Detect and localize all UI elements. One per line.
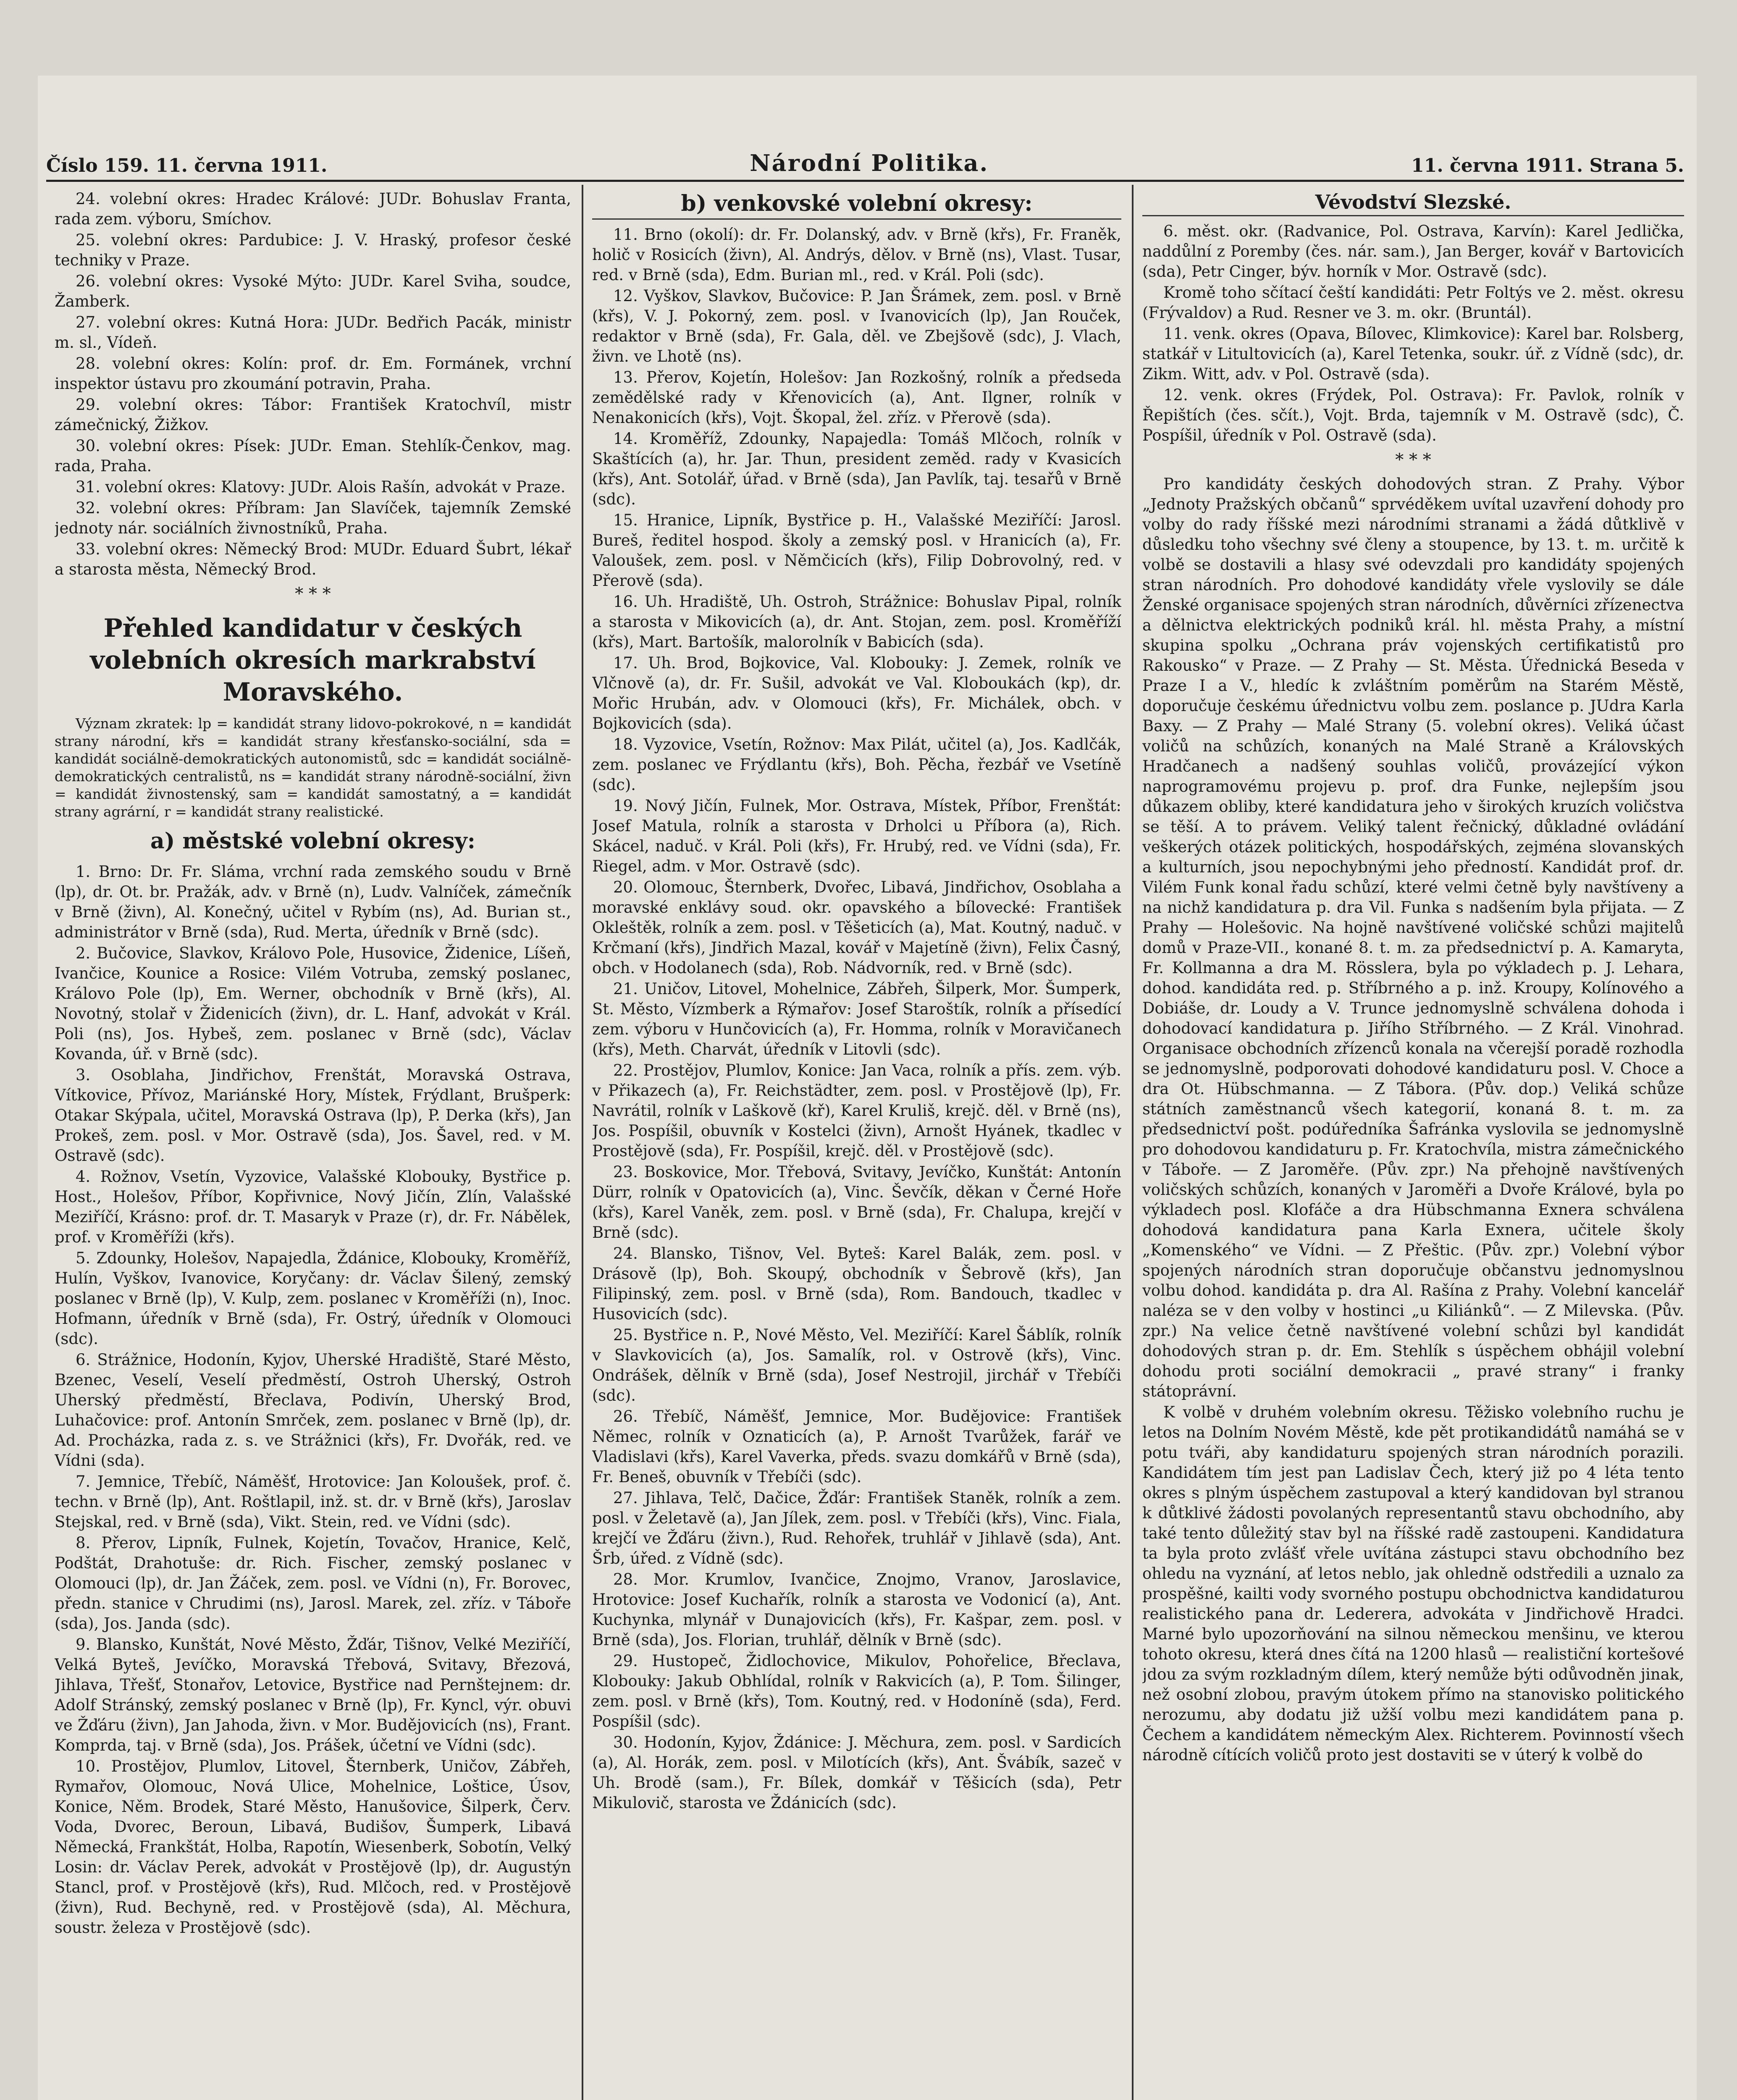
list-item: 5. Zdounky, Holešov, Napajedla, Ždánice, Klobouky, Kroměříž, Hulín, Vyškov, Ivanovice, Koryčany: dr. Václav Šilený, zemský poslanec v Brně (lp), V. Kulp, zem. poslanec v Kroměříži (n), Inoc. Hofmann, úředník v Brně (sda), Fr. Ostrý, úředník v Olomouci (sdc). — [55, 1249, 571, 1348]
separator: * * * — [1395, 450, 1431, 470]
masthead — [46, 139, 1684, 176]
list-item: 8. Přerov, Lipník, Fulnek, Kojetín, Tovačov, Hranice, Kelč, Podštát, Drahotuše: dr. Rich. Fischer, zemský poslanec v Olomouci (lp), dr. Jan Žáček, zem. posl. ve Vídni (n), Fr. Borovec, předn. stanice v Chrudimi (ns), Jarosl. Marek, zel. zříz. v Táboře (sda), Jos. Janda (sdc). — [55, 1534, 571, 1633]
subsection-title: b) venkovské volební okresy: — [592, 189, 1121, 220]
list-item: Kromě toho sčítací čeští kandidáti: Petr Foltýs ve 2. měst. okresu (Frývaldov) a Rud. Resner ve 3. m. okr. (Bruntál). — [1142, 284, 1684, 322]
issue-info: Číslo 159. 11. června 1911. — [46, 155, 328, 176]
list-item: 10. Prostějov, Plumlov, Litovel, Šternberk, Uničov, Zábřeh, Rymařov, Olomouc, Nová Ulice, Mohelnice, Loštice, Úsov, Konice, Něm. Brodek, Staré Město, Hanušovice, Šilperk, Červ. Voda, Dvorec, Beroun, Libavá, Budišov, Šumperk, Libavá Německá, Frankštát, Holba, Rapotín, Wiesenberk, Sobotín, Velký Losin: dr. Václav Perek, advokát v Prostějově (lp), dr. Augustýn Stancl, prof. v Prostějově (křs), Rud. Mlčoch, red. v Prostějově (živn), Rud. Bechyně, red. v Prostějově (sda), Al. Měchura, soustr. železa v Prostějově (sdc). — [55, 1757, 571, 1937]
abbreviation-legend: Význam zkratek: lp = kandidát strany lidovo-pokrokové, n = kandidát strany národní, křs = kandidát strany křesťansko-sociální, sda = kandidát sociálně-demokratických autonomistů, sdc = kandidát sociálně-demokratických centralistů, ns = kandidát strany národně-sociální, živn = kandidát živnostenský, sam = kandidát samostatný, a = kandidát strany agrární, r = kandidát strany realistické. — [55, 715, 571, 820]
list-item: 11. venk. okres (Opava, Bílovec, Klimkovice): Karel bar. Rolsberg, statkář v Litultovicích (a), Karel Tetenka, soukr. úř. z Vídně (sdc), dr. Zikm. Witt, adv. v Pol. Ostravě (sda). — [1142, 325, 1684, 383]
list-item: 30. volební okres: Písek: JUDr. Eman. Stehlík-Čenkov, mag. rada, Praha. — [55, 437, 571, 475]
list-item: 22. Prostějov, Plumlov, Konice: Jan Vaca, rolník a přís. zem. výb. v Přikazech (a), Fr. Reichstädter, zem. posl. v Prostějově (lp), Fr. Navrátil, rolník v Laškově (kř), Karel Kruliš, krejč. děl. v Brně (ns), Jos. Pospíšil, obuvník v Kostelci (živn), Arnošt Hyánek, tkadlec v Prostějově (sda), Fr. Pospíšil, krejč. děl. v Prostějově (sdc). — [592, 1061, 1121, 1160]
list-item: 7. Jemnice, Třebíč, Náměšť, Hrotovice: Jan Koloušek, prof. č. techn. v Brně (lp), Ant. Roštlapil, inž. st. dr. v Brně (křs), Jaroslav Stejskal, red. v Brně (sda), Vikt. Stein, red. ve Vídni (sdc). — [55, 1473, 571, 1531]
date-page-info: 11. června 1911. Strana 5. — [1411, 155, 1684, 176]
list-item: 33. volební okres: Německý Brod: MUDr. Eduard Šubrt, lékař a starosta města, Německý Brod. — [55, 540, 571, 578]
list-item: 6. měst. okr. (Radvanice, Pol. Ostrava, Karvín): Karel Jedlička, naddůlní z Poremby (čes. nár. sam.), Jan Berger, kovář v Bartovicích (sda), Petr Cinger, býv. horník v Mor. Ostravě (sdc). — [1142, 222, 1684, 281]
subsection-title: a) městské volební okresy: — [150, 828, 475, 854]
list-item: 27. Jihlava, Telč, Dačice, Žďár: František Staněk, rolník a zem. posl. v Želetavě (a), Jan Jílek, zem. posl. v Třebíči (křs), Vinc. Fiala, krejčí ve Žďáru (živn.), Rud. Rehořek, truhlář v Jihlavě (sda), Ant. Šrb, úřed. z Vídně (sdc). — [592, 1489, 1121, 1567]
list-item: 25. volební okres: Pardubice: J. V. Hraský, profesor české techniky v Praze. — [55, 231, 571, 269]
column-divider — [1132, 185, 1134, 2100]
list-item: 9. Blansko, Kunštát, Nové Město, Žďár, Tišnov, Velké Meziříčí, Velká Byteš, Jevíčko, Moravská Třebová, Svitavy, Březová, Jihlava, Třešť, Stonařov, Letovice, Bystřice nad Pernštejnem: dr. Adolf Stránský, zemský poslanec v Brně (lp), Fr. Kyncl, výr. obuvi ve Žďáru (živn), Jan Jahoda, živn. v Mor. Budějovicích (ns), Frant. Komprda, taj. v Brně (sda), Jos. Prášek, účetní ve Vídni (sdc). — [55, 1635, 571, 1754]
list-item: 27. volební okres: Kutná Hora: JUDr. Bedřich Pacák, ministr m. sl., Vídeň. — [55, 313, 571, 352]
list-item: 24. volební okres: Hradec Králové: JUDr. Bohuslav Franta, rada zem. výboru, Smíchov. — [55, 190, 571, 228]
list-item: 20. Olomouc, Šternberk, Dvořec, Libavá, Jindřichov, Osoblaha a moravské enklávy soud. okr. opavského a bílovecké: František Okleštěk, rolník a zem. posl. v Těšeticích (a), Mat. Koutný, naduč. v Krčmaní (křs), Jindřich Mazal, kovář v Majetíně (živn), Felix Časný, obch. v Hodolanech (sda), Rob. Nádvorník, red. v Brně (sdc). — [592, 878, 1121, 977]
list-item: 2. Bučovice, Slavkov, Královo Pole, Husovice, Židenice, Líšeň, Ivančice, Kounice a Rosice: Vilém Votruba, zemský poslanec, Královo Pole (lp), Em. Werner, obchodník v Brně (křs), Al. Novotný, stolař v Židenicích (živn), dr. L. Hanf, advokát v Král. Poli (ns), Jos. Hybeš, zem. poslanec v Brně (sdc), Václav Kovanda, úř. v Brně (sdc). — [55, 944, 571, 1063]
list-item: 23. Boskovice, Mor. Třebová, Svitavy, Jevíčko, Kunštát: Antonín Dürr, rolník v Opatovicích (a), Vinc. Ševčík, děkan v Černé Hoře (křs), Karel Vaněk, zem. posl. v Brně (sda), Fr. Chalupa, krejčí v Brně (sdc). — [592, 1163, 1121, 1242]
list-item: 28. Mor. Krumlov, Ivančice, Znojmo, Vranov, Jaroslavice, Hrotovice: Josef Kuchařík, rolník a starosta ve Vodonicí (a), Ant. Kuchynka, mlynář v Dunajovicích (křs), Fr. Kašpar, zem. posl. v Brně (sda), Jos. Florian, truhlář, dělník v Brně (sdc). — [592, 1570, 1121, 1649]
separator: * * * — [295, 584, 331, 604]
list-item: 16. Uh. Hradiště, Uh. Ostroh, Strážnice: Bohuslav Pipal, rolník a starosta v Mikovicích (a), dr. Ant. Stojan, zem. posl. Kroměříží (křs), Mart. Bartošík, malorolník v Babicích (sda). — [592, 593, 1121, 651]
list-item: 3. Osoblaha, Jindřichov, Frenštát, Moravská Ostrava, Vítkovice, Přívoz, Mariánské Hory, Místek, Frýdlant, Brušperk: Otakar Skýpala, učitel, Moravská Ostrava (lp), P. Derka (křs), Jan Prokeš, zem. posl. v Mor. Ostravě (sda), Jos. Šavel, red. v M. Ostravě (sdc). — [55, 1066, 571, 1165]
list-item: 29. Hustopeč, Židlochovice, Mikulov, Pohořelice, Břeclava, Klobouky: Jakub Obhlídal, rolník v Rakvicích (a), P. Tom. Šilinger, zem. posl. v Brně (křs), Tom. Koutný, red. v Hodoníně (sda), Ferd. Pospíšil (sdc). — [592, 1652, 1121, 1730]
list-item: 11. Brno (okolí): dr. Fr. Dolanský, adv. v Brně (křs), Fr. Franěk, holič v Rosicích (živn), Al. Andrýs, dělov. v Brně (ns), Vlast. Tusar, red. v Brně (sda), Edm. Burian ml., red. v Král. Poli (sdc). — [592, 226, 1121, 284]
list-item: 26. Třebíč, Náměšť, Jemnice, Mor. Budějovice: František Němec, rolník v Oznaticích (a), P. Arnošt Tvarůžek, farář ve Vladislavi (křs), Karel Vaverka, předs. svazu domkářů v Brně (sda), Fr. Beneš, obuvník v Třebíči (sdc). — [592, 1407, 1121, 1486]
list-item: 30. Hodonín, Kyjov, Ždánice: J. Měchura, zem. posl. v Sardicích (a), Al. Horák, zem. posl. v Milotících (křs), Ant. Švábík, sazeč v Uh. Brodě (sam.), Fr. Bílek, domkář v Těšicích (sda), Petr Mikulovič, starosta ve Ždánicích (sdc). — [592, 1733, 1121, 1812]
column-2 — [592, 189, 1121, 2100]
list-item: 18. Vyzovice, Vsetín, Rožnov: Max Pilát, učitel (a), Jos. Kadlčák, zem. poslanec ve Frýdlantu (křs), Boh. Pěcha, řezbář ve Vsetíně (sdc). — [592, 735, 1121, 794]
column-3 — [1142, 189, 1684, 2100]
list-item: 13. Přerov, Kojetín, Holešov: Jan Rozkošný, rolník a předseda zemědělské rady v Křenovicích (a), Ant. Ilgner, rolník v Nenakonicích (křs), Vojt. Škopal, žel. zříz. v Přerově (sda). — [592, 368, 1121, 427]
subsection-title: Vévodství Slezské. — [1142, 189, 1684, 216]
newspaper-title: Národní Politika. — [750, 150, 989, 176]
list-item: 4. Rožnov, Vsetín, Vyzovice, Valašské Klobouky, Bystřice p. Host., Holešov, Příbor, Kopřivnice, Nový Jičín, Zlín, Valašské Meziříčí, Krásno: prof. dr. T. Masaryk v Praze (r), dr. Fr. Nábělek, prof. v Kroměříži (křs). — [55, 1168, 571, 1246]
list-item: 28. volební okres: Kolín: prof. dr. Em. Formánek, vrchní inspektor ústavu pro zkoumání potravin, Praha. — [55, 354, 571, 393]
list-item: 12. venk. okres (Frýdek, Pol. Ostrava): Fr. Pavlok, rolník v Řepištích (čes. sčít.), Vojt. Brda, tajemník v M. Ostravě (sdc), Č. Pospíšil, úředník v Pol. Ostravě (sda). — [1142, 386, 1684, 444]
list-item: 21. Uničov, Litovel, Mohelnice, Zábřeh, Šilperk, Mor. Šumperk, St. Město, Vízmberk a Rýmařov: Josef Staroštík, rolník a přísedící zem. výboru v Hunčovicích (a), Fr. Homma, rolník v Moravičanech (křs), Meth. Charvát, úředník v Litovli (sdc). — [592, 980, 1121, 1058]
list-item: 17. Uh. Brod, Bojkovice, Val. Klobouky: J. Zemek, rolník ve Vlčnově (a), dr. Fr. Sušil, advokát ve Val. Kloboukách (kp), dr. Mořic Hrubán, adv. v Olomouci (křs), Fr. Michálek, obch. v Bojkovicích (sda). — [592, 654, 1121, 732]
list-item: 6. Strážnice, Hodonín, Kyjov, Uherské Hradiště, Staré Město, Bzenec, Veselí, Veselí předměstí, Ostroh Uherský, Ostroh Uherský předměstí, Břeclava, Podivín, Uherský Brod, Luhačovice: prof. Antonín Smrček, zem. poslanec v Brně (lp), dr. Ad. Procházka, rada z. s. ve Strážnici (křs), Fr. Dvořák, red. ve Vídni (sda). — [55, 1351, 571, 1470]
article-paragraph: Pro kandidáty českých dohodových stran. Z Prahy. Výbor „Jednoty Pražských občanů“ sprvéděkem uvítal uzavření dohody pro volby do rady říšské mezi národními stranami a žádá důtklivě v důsledku toho všechny své členy a stoupence, by 13. t. m. určitě k volbě se dostavili a hlasy své odevzdali pro kandidáty spojených stran národních. Pro dohodové kandidáty vřele vyslovily se dále Ženské organisace spojených stran národních, důvěrníci zřízenectva a dělnictva elektrických podniků král. hl. města Prahy, a místní skupina spolku „Ochrana práv vojenských certifikatistů pro Rakousko“ v Praze. — Z Prahy — St. Města. Úřednická Beseda v Praze I a V., hledíc k zvláštním poměrům na Starém Městě, doporučuje českému úřednictvu volbu zem. poslance p. JUdra Karla Baxy. — Z Prahy — Malé Strany (5. volební okres). Veliká účast voličů na schůzích, konaných na Malé Straně a Královských Hradčanech a nadšený souhlas voličů, provázející výkon naprogramovému projevu p. prof. dra Funke, nejlepším jsou důkazem obliby, které kandidatura jeho v širokých kruzích voličstva se těší. A to právem. Veliký talent řečnický, důkladné ovládání veškerých otázek politických, hospodářských, zejména slovanských a kulturních, jsou nepochybnými jeho předností. Kandidát prof. dr. Vilém Funk konal řadu schůzí, které velmi četně byly navštíveny a na nichž kandidatura p. dra Vil. Funka s nadšením byla přijata. — Z Prahy — Holešovic. Na hojně navštívené voličské schůzi majitelů domů v Praze-VII., konané 8. t. m. za předsednictví p. A. Kamaryta, Fr. Kollmanna a dra M. Rösslera, byla po výkladech p. J. Lehara, dohod. kandidáta red. p. Stříbrného a p. inž. Kroupy, Kolínového a Dobiáše, dr. Loudy a V. Trunce jednomyslně schválena dohoda i dohodovací kandidatura p. Jiřího Stříbrného. — Z Král. Vinohrad. Organisace obchodních zřízenců konala na včerejší poradě rozhodla se jednomyslně, podporovati dohodové kandidaturu posl. V. Choce a dra Ot. Hübschmanna. — Z Tábora. (Pův. dop.) Veliká schůze státních zaměstnanců všech kategorií, konaná 8. t. m. za předsednictví pošt. podúředníka Šafránka vyslovila se jednomyslně pro dohodovou kandidaturu p. Fr. Kratochvíla, mistra zámečnického v Táboře. — Z Jaroměře. (Pův. zpr.) Na přehojně navštívených voličských schůzích, konaných v Jaroměři a Dvoře Králové, byla po výkladech posl. Klofáče a dra Hübschmanna Exnera schválena dohodová kandidatura pana Karla Exnera, učitele školy „Komenského“ ve Vídni. — Z Přeštic. (Pův. zpr.) Volební výbor spojených národních stran doporučuje občanstvu jednomyslnou volbu dohod. kandidáta p. dra Al. Rašína z Prahy. Volební kancelář naléza se v den volby v hostinci „u Kiliánků“. — Z Milevska. (Pův. zpr.) Na velice četně navštívené volební schůzi byl kandidát dohodových stran p. dr. Em. Stehlík s úspěchem obhájil volební dohodu proti sociální demokracii „ pravé strany“ i franky státoprávní. — [1142, 475, 1684, 1400]
list-item: 24. Blansko, Tišnov, Vel. Byteš: Karel Balák, zem. posl. v Drásově (lp), Boh. Skoupý, obchodník v Šebrově (křs), Jan Filipinský, zem. posl. v Brně (sda), Rom. Bandouch, tkadlec v Husovicích (sdc). — [592, 1244, 1121, 1323]
header-rule — [46, 180, 1684, 182]
list-item: 12. Vyškov, Slavkov, Bučovice: P. Jan Šrámek, zem. posl. v Brně (křs), V. J. Pokorný, zem. posl. v Ivanovicích (lp), Jan Rouček, redaktor v Brně (sda), Fr. Gala, děl. ve Zbejšově (sdc), J. Vlach, živn. ve Lhotě (ns). — [592, 287, 1121, 365]
list-item: 1. Brno: Dr. Fr. Sláma, vrchní rada zemského soudu v Brně (lp), dr. Ot. br. Pražák, adv. v Brně (n), Ludv. Valníček, zámečník v Brně (živn), Al. Konečný, učitel v Rybím (ns), Ad. Burian st., administrátor v Brně (sda), Rud. Merta, úředník v Brně (sdc). — [55, 863, 571, 941]
newspaper-page — [38, 76, 1697, 2100]
column-1 — [55, 189, 571, 2100]
article-paragraph: K volbě v druhém volebním okresu. Těžisko volebního ruchu je letos na Dolním Novém Městě, kde pět protikandidátů namáhá se v potu tváři, aby kandidaturu spojených stran národních porazili. Kandidátem tím jest pan Ladislav Čech, který již po 4 léta tento okres s plným úspěchem zastupoval a který kandidovan byl stranou k důtklivé žádosti povolaných representantů stavu obchodního, aby také tento důležitý stav byl na říšské radě zastoupeni. Kandidatura ta byla proto zvlášť vřele uvítána zástupci stavu obchodního bez ohledu na vyznání, ať letos neblo, jak ohledně odstředili a uznalo za prospěšné, kailti vody svorného postupu obchodnictva kandidaturou realistického pana dr. Lederera, advokáta v Jindřichově Hradci. Marné bylo upozorňování na silnou německou menšinu, ve kterou tohoto okresu, která dnes čítá na 1200 hlasů — realističní kortešové jdou za svým rozkladným dílem, který nemůže býti odůvodněn jinak, než osobní zlobou, pravým útokem přímo na stanovisko politického nerozumu, aby dodatu již užší volbu mezi kandidátem pana p. Čechem a kandidátem německým Alex. Richterem. Povinností všech národně cítících voličů proto jest dostaviti se v úterý k volbě do — [1142, 1403, 1684, 1764]
list-item: 14. Kroměříž, Zdounky, Napajedla: Tomáš Mlčoch, rolník v Skaštících (a), hr. Jar. Thun, president zeměd. rady v Kvasicích (křs), Ant. Sotolář, úřad. v Brně (sda), Jan Pavlík, taj. tesařů v Brně (sdc). — [592, 430, 1121, 508]
section-title: Přehled kandidatur v českých volebních okresích markrabství Moravského. — [90, 614, 536, 707]
list-item: 25. Bystřice n. P., Nové Město, Vel. Meziříčí: Karel Šáblík, rolník v Slavkovicích (a), Jos. Samalík, rol. v Ostrově (křs), Vinc. Ondrášek, dělník v Brně (sda), Josef Nestrojil, jirchář v Třebíči (sdc). — [592, 1326, 1121, 1404]
list-item: 15. Hranice, Lipník, Bystřice p. H., Valašské Meziříčí: Jarosl. Bureš, ředitel hospod. školy a zemský posl. v Hranicích (a), Fr. Valoušek, zem. posl. v Němčicích (křs), Filip Dobrovolný, red. v Přerově (sda). — [592, 511, 1121, 590]
list-item: 32. volební okres: Příbram: Jan Slavíček, tajemník Zemské jednoty nár. sociálních živnostníků, Praha. — [55, 499, 571, 537]
column-divider — [582, 185, 583, 2100]
list-item: 31. volební okres: Klatovy: JUDr. Alois Rašín, advokát v Praze. — [76, 478, 566, 496]
list-item: 29. volební okres: Tábor: František Kratochvíl, mistr zámečnický, Žižkov. — [55, 396, 571, 434]
list-item: 19. Nový Jičín, Fulnek, Mor. Ostrava, Místek, Příbor, Frenštát: Josef Matula, rolník a starosta v Drholci u Příbora (a), Rich. Skácel, naduč. v Král. Poli (křs), Fr. Hrubý, red. ve Vídni (sda), Fr. Riegel, adm. v Mor. Ostravě (sdc). — [592, 797, 1121, 875]
list-item: 26. volební okres: Vysoké Mýto: JUDr. Karel Sviha, soudce, Žamberk. — [55, 272, 571, 310]
